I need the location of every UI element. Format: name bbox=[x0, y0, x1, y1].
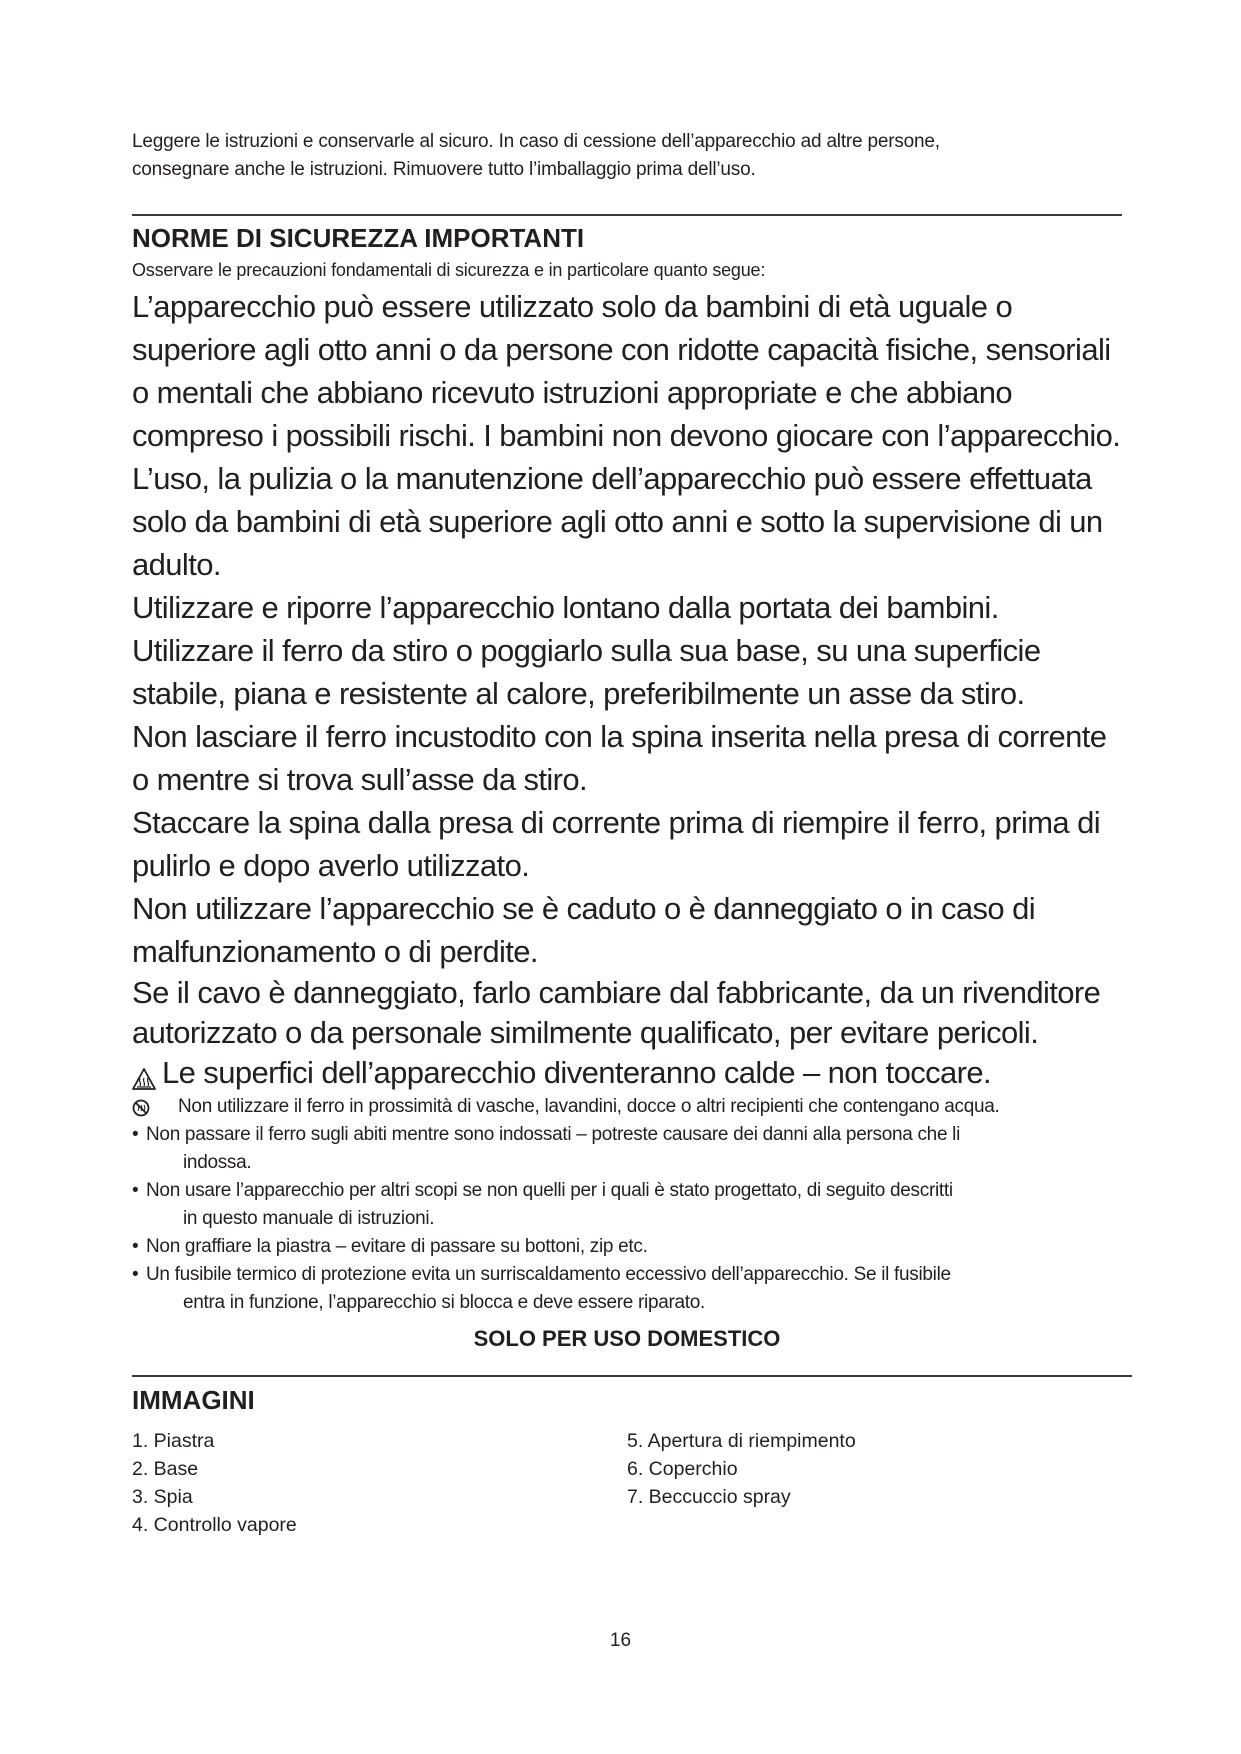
text-line: L’apparecchio può essere utilizzato solo da bambini di età uguale o bbox=[132, 289, 1013, 324]
intro-text bbox=[132, 128, 1122, 184]
text-line: Utilizzare il ferro da stiro o poggiarlo sulla sua base, su una superficie bbox=[132, 633, 1041, 668]
page-number: 16 bbox=[609, 1630, 632, 1651]
text-line: superiore agli otto anni o da persone con ridotte capacità fisiche, sensoriali bbox=[132, 332, 1111, 367]
water-warning-text: Non utilizzare il ferro in prossimità di vasche, lavandini, docce o altri recipienti che contengano acqua. bbox=[178, 1096, 1000, 1117]
bullet-marker: • bbox=[132, 1236, 139, 1257]
list-item bbox=[132, 1261, 1122, 1317]
text-line: Se il cavo è danneggiato, farlo cambiare dal fabbricante, da un rivenditore bbox=[132, 975, 1101, 1010]
bullet-continuation: indossa. bbox=[183, 1152, 252, 1173]
images-title: IMMAGINI bbox=[132, 1385, 255, 1415]
parts-column-right bbox=[627, 1427, 1122, 1539]
bullet-line: Non graffiare la piastra – evitare di passare su bottoni, zip etc. bbox=[146, 1236, 648, 1257]
safety-paragraph bbox=[132, 715, 1122, 801]
text-line: pulirlo e dopo averlo utilizzato. bbox=[132, 848, 530, 883]
safety-title: NORME DI SICUREZZA IMPORTANTI bbox=[132, 223, 585, 253]
text-line: malfunzionamento o di perdite. bbox=[132, 934, 538, 969]
bullet-marker: • bbox=[132, 1264, 139, 1285]
domestic-use-notice: SOLO PER USO DOMESTICO bbox=[473, 1326, 781, 1351]
list-item bbox=[132, 1177, 1122, 1233]
text-line: solo da bambini di età superiore agli otto anni e sotto la supervisione di un bbox=[132, 504, 1103, 539]
bullet-marker: • bbox=[132, 1180, 139, 1201]
text-line: Staccare la spina dalla presa di corrente prima di riempire il ferro, prima di bbox=[132, 805, 1101, 840]
bullet-marker: • bbox=[132, 1124, 139, 1145]
safety-lead: Osservare le precauzioni fondamentali di sicurezza e in particolare quanto segue: bbox=[132, 260, 766, 280]
bullet-continuation: in questo manuale di istruzioni. bbox=[183, 1208, 435, 1229]
parts-column-left bbox=[132, 1427, 627, 1539]
text-line: Non lasciare il ferro incustodito con la spina inserita nella presa di corrente bbox=[132, 719, 1107, 754]
list-item: 3. Spia bbox=[132, 1486, 193, 1508]
text-line: autorizzato o da personale similmente qualificato, per evitare pericoli. bbox=[132, 1015, 1039, 1050]
manual-page bbox=[132, 128, 1122, 1539]
text-line: Non utilizzare l’apparecchio se è caduto o è danneggiato o in caso di bbox=[132, 891, 1035, 926]
text-line: Utilizzare e riporre l’apparecchio lontano dalla portata dei bambini. bbox=[132, 590, 999, 625]
list-item: 5. Apertura di riempimento bbox=[627, 1430, 856, 1452]
safety-paragraph bbox=[132, 629, 1122, 715]
intro-line-2: consegnare anche le istruzioni. Rimuovere tutto l’imballaggio prima dell’uso. bbox=[132, 159, 756, 180]
hot-surface-text: Le superfici dell’apparecchio diventeranno calde – non toccare. bbox=[162, 1055, 992, 1090]
text-line: o mentre si trova sull’asse da stiro. bbox=[132, 762, 588, 797]
list-item: 2. Base bbox=[132, 1458, 199, 1480]
safety-paragraph bbox=[132, 973, 1122, 1053]
list-item bbox=[132, 1233, 1122, 1261]
list-item: 6. Coperchio bbox=[627, 1458, 738, 1480]
text-line: stabile, piana e resistente al calore, preferibilmente un asse da stiro. bbox=[132, 676, 1025, 711]
water-warning bbox=[132, 1093, 1122, 1121]
bullet-line: Un fusibile termico di protezione evita un surriscaldamento eccessivo dell’apparecchio. Se il fusibile bbox=[146, 1264, 951, 1285]
text-line: o mentali che abbiano ricevuto istruzioni appropriate e che abbiano bbox=[132, 375, 1013, 410]
list-item: 1. Piastra bbox=[132, 1430, 215, 1452]
text-line: adulto. bbox=[132, 547, 221, 582]
no-water-icon bbox=[132, 1098, 150, 1116]
section-divider bbox=[132, 214, 1122, 216]
safety-bullet-list bbox=[132, 1121, 1122, 1317]
bullet-line: Non passare il ferro sugli abiti mentre sono indossati – potreste causare dei danni alla persona che li bbox=[146, 1124, 961, 1145]
safety-paragraph bbox=[132, 586, 1122, 629]
safety-paragraph bbox=[132, 887, 1122, 973]
intro-line-1: Leggere le istruzioni e conservarle al sicuro. In caso di cessione dell’apparecchio ad altre persone, bbox=[132, 131, 940, 152]
section-divider bbox=[132, 1375, 1132, 1377]
safety-paragraph bbox=[132, 457, 1122, 586]
list-item: 4. Controllo vapore bbox=[132, 1514, 297, 1536]
list-item: 7. Beccuccio spray bbox=[627, 1486, 791, 1508]
safety-paragraphs bbox=[132, 285, 1122, 1053]
bullet-continuation: entra in funzione, l’apparecchio si blocca e deve essere riparato. bbox=[183, 1292, 706, 1313]
safety-paragraph bbox=[132, 801, 1122, 887]
parts-list bbox=[132, 1427, 1122, 1539]
list-item bbox=[132, 1121, 1122, 1177]
text-line: L’uso, la pulizia o la manutenzione dell’apparecchio può essere effettuata bbox=[132, 461, 1092, 496]
safety-paragraph bbox=[132, 285, 1122, 457]
hot-surface-warning bbox=[132, 1053, 1122, 1093]
bullet-line: Non usare l’apparecchio per altri scopi se non quelli per i quali è stato progettato, di seguito descritti bbox=[146, 1180, 953, 1201]
hot-surface-warning-icon bbox=[132, 1061, 156, 1085]
text-line: compreso i possibili rischi. I bambini non devono giocare con l’apparecchio. bbox=[132, 418, 1121, 453]
